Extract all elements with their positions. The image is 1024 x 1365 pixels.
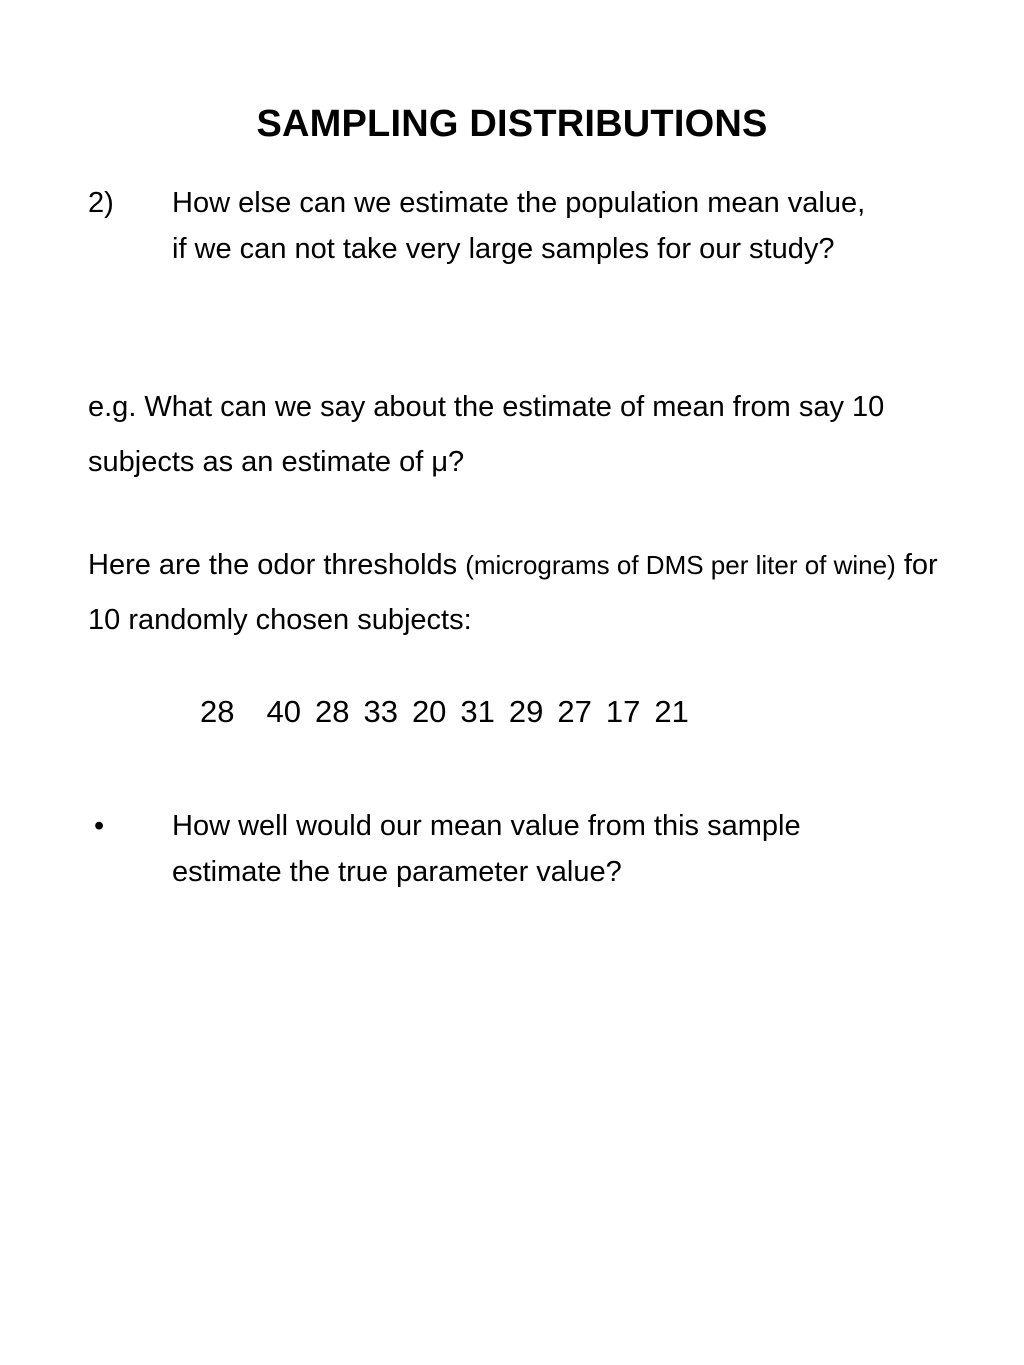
data-value: 20 bbox=[411, 694, 447, 729]
data-value: 21 bbox=[654, 694, 689, 729]
data-intro-lead: Here are the odor thresholds bbox=[88, 549, 466, 581]
data-value: 33 bbox=[363, 694, 398, 729]
numbered-list-item bbox=[88, 180, 888, 272]
data-values-row bbox=[200, 691, 689, 733]
data-value: 28 bbox=[314, 694, 350, 729]
list-marker-number: 2) bbox=[88, 187, 114, 219]
data-intro-note: (micrograms of DMS per liter of wine) bbox=[465, 550, 896, 580]
data-value: 28 bbox=[200, 694, 235, 729]
bulleted-list-item bbox=[88, 803, 908, 895]
list-marker-bullet-icon: • bbox=[94, 810, 105, 842]
data-value: 29 bbox=[508, 694, 544, 729]
example-paragraph: e.g. What can we say about the estimate of mean from say 10 subjects as an estimate of μ? bbox=[88, 391, 885, 478]
numbered-item-text: How else can we estimate the population mean value, if we can not take very large samples for our study? bbox=[172, 187, 866, 265]
data-intro-tail: for 10 randomly chosen subjects: bbox=[88, 549, 938, 636]
bullet-item-text: How well would our mean value from this sample estimate the true parameter value? bbox=[172, 810, 801, 888]
data-value: 31 bbox=[460, 694, 495, 729]
data-intro-paragraph bbox=[88, 538, 968, 648]
data-value: 40 bbox=[266, 694, 301, 729]
data-value: 17 bbox=[605, 694, 641, 729]
page-title: SAMPLING DISTRIBUTIONS bbox=[256, 103, 768, 145]
data-value: 27 bbox=[557, 694, 592, 729]
